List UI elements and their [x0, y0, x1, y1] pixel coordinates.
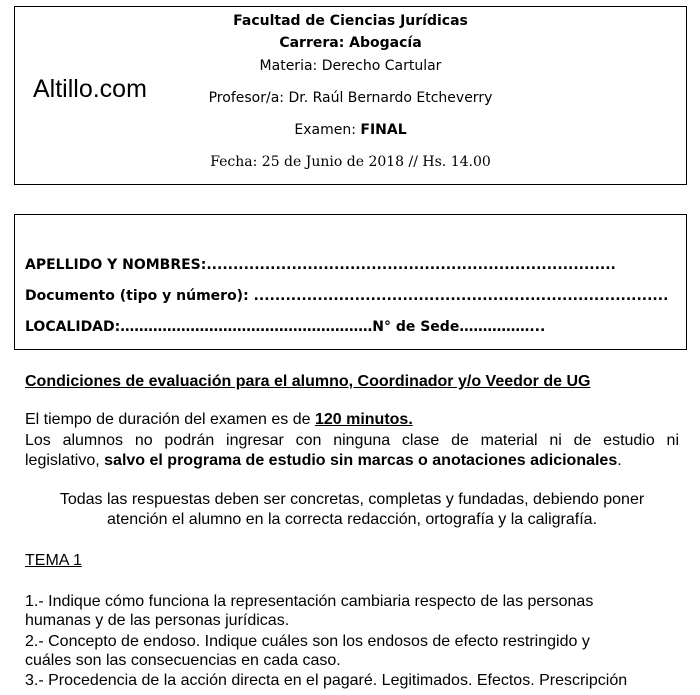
materials-line-2: [25, 451, 622, 470]
materials-bold: salvo el programa de estudio sin marcas o anotaciones adicionales: [104, 452, 618, 469]
career-title: Carrera: Abogacía: [279, 35, 422, 51]
student-info-box: [14, 214, 687, 350]
exam-line: [15, 121, 686, 139]
locality-field: LOCALIDAD:………………………………………………N° de Sede……………...: [25, 319, 546, 335]
duration-line: [25, 410, 413, 429]
question-2-line-2: cuáles son las consecuencias en cada caso.: [25, 652, 341, 669]
date-line: Fecha: 25 de Junio de 2018 // Hs. 14.00: [210, 154, 491, 170]
site-logo: Altillo.com: [33, 75, 147, 103]
professor-line: Profesor/a: Dr. Raúl Bernardo Etcheverry: [208, 90, 493, 106]
materials-line-1: Los alumnos no podrán ingresar con ninguna clase de material ni de estudio ni: [25, 432, 679, 449]
materials-suffix: .: [617, 452, 622, 469]
conditions-title: Condiciones de evaluación para el alumno, Coordinador y/o Veedor de UG: [25, 373, 591, 390]
exam-value: FINAL: [360, 122, 407, 138]
duration-value: 120 minutos.: [314, 411, 413, 428]
duration-prefix: El tiempo de duración del examen es de: [25, 411, 315, 428]
names-field: APELLIDO Y NOMBRES:.............................................................................: [25, 257, 616, 273]
document-field: Documento (tipo y número): ..............................................................................: [25, 288, 669, 304]
materials-prefix: legislativo,: [25, 452, 105, 469]
answers-line-1: Todas las respuestas deben ser concretas, completas y fundadas, debiendo poner: [59, 491, 645, 508]
subject-line: Materia: Derecho Cartular: [259, 58, 442, 74]
question-2-line-1: 2.- Concepto de endoso. Indique cuáles son los endosos de efecto restringido y: [25, 633, 590, 650]
exam-label: Examen:: [294, 122, 361, 138]
topic-title: TEMA 1: [25, 552, 82, 569]
faculty-title: Facultad de Ciencias Jurídicas: [233, 13, 468, 29]
header-box: [14, 6, 687, 185]
question-1-line-2: humanas y de las personas jurídicas.: [25, 612, 290, 629]
question-1-line-1: 1.- Indique cómo funciona la representación cambiaria respecto de las personas: [25, 593, 594, 610]
question-3-line-1: 3.- Procedencia de la acción directa en el pagaré. Legitimados. Efectos. Prescripción: [25, 672, 628, 689]
answers-line-2: atención el alumno en la correcta redacción, ortografía y la caligrafía.: [106, 511, 598, 528]
